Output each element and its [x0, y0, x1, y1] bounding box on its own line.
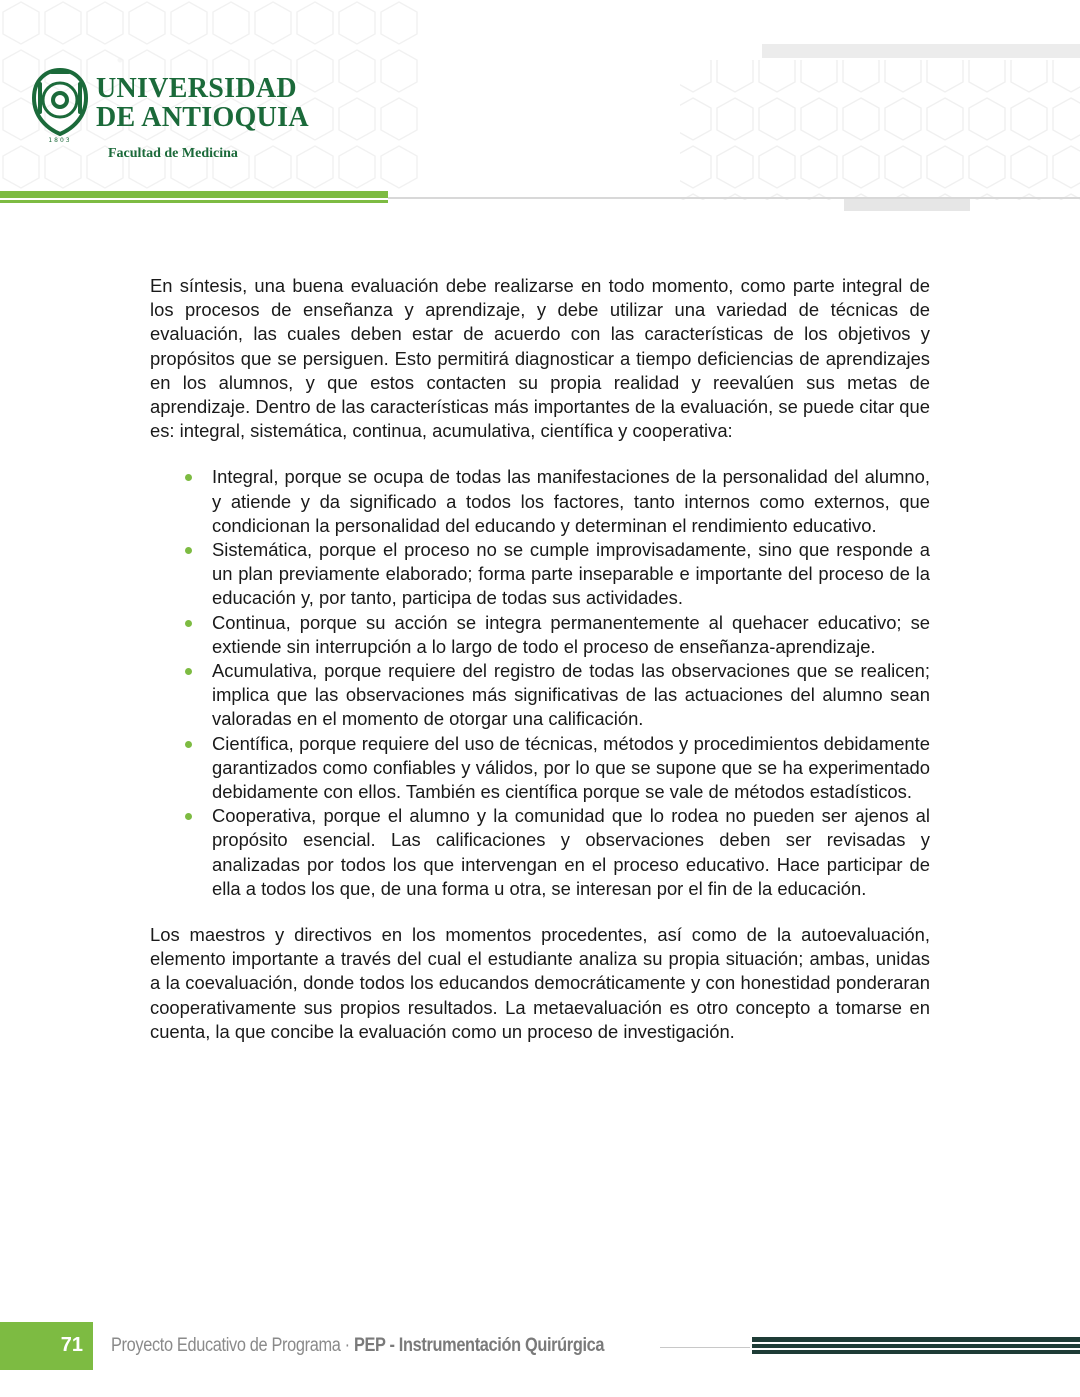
bullet-icon: [185, 547, 192, 554]
footer-title: [111, 1335, 604, 1357]
header-gray-rule: [388, 197, 1080, 199]
page-number: 71: [60, 1334, 83, 1356]
university-name: UNIVERSIDAD DE ANTIOQUIA: [96, 73, 309, 133]
characteristics-list: [150, 465, 930, 901]
page-number-badge: [0, 1322, 93, 1370]
university-seal-icon: [30, 68, 90, 144]
footer-stripe: [752, 1344, 1080, 1348]
university-logo: [30, 68, 360, 168]
list-item: Cooperativa, porque el alumno y la comunidad que lo rodea no pueden ser ajenos al propósito esencial. Las calificaciones y observaciones deben ser revisadas y analizadas por todos los que intervengan en el proceso educativo. Hace participar de ella a todos los que, de una forma u otra, se interesan por el fin de la educación.: [212, 804, 930, 901]
bullet-icon: [185, 474, 192, 481]
footer-title-prefix: Proyecto Educativo de Programa ·: [111, 1335, 354, 1356]
footer-stripe: [752, 1337, 1080, 1342]
list-item: Científica, porque requiere del uso de técnicas, métodos y procedimientos debidamente garantizados como confiables y válidos, por lo que se supone que se ha experimentado debidamente con ellos. También es científica porque se vale de métodos estadísticos.: [212, 732, 930, 805]
list-item: Acumulativa, porque requiere del registro de todas las observaciones que se realicen; implica que las observaciones más significativas de las actuaciones del alumno sean valoradas en el momento de otorgar una calificación.: [212, 659, 930, 732]
footer-gray-rule: [660, 1347, 750, 1348]
bullet-icon: [185, 668, 192, 675]
list-item: Integral, porque se ocupa de todas las manifestaciones de la personalidad del alumno, y atiende y da significado a todos los factores, tanto internos como externos, que condicionan la personalidad del educando y determinan el rendimiento educativo.: [212, 465, 930, 538]
intro-paragraph: En síntesis, una buena evaluación debe realizarse en todo momento, como parte integral de los procesos de enseñanza y aprendizaje, y debe utilizar una variedad de técnicas de evaluación, las cuales deben estar de acuerdo con las características de los objetivos y propósitos que se persiguen. Esto permitirá diagnosticar a tiempo deficiencias de aprendizajes en los alumnos, y que estos contacten su propia realidad y reevalúen sus metas de aprendizaje. Dentro de las características más importantes de la evaluación, se puede citar que es: integral, sistemática, continua, acumulativa, científica y cooperativa:: [150, 275, 930, 442]
faculty-name: Facultad de Medicina: [108, 146, 238, 161]
svg-text:1803: 1803: [48, 137, 72, 144]
bullet-icon: [185, 813, 192, 820]
footer-title-bold: PEP - Instrumentación Quirúrgica: [353, 1335, 605, 1356]
footer-stripe: [752, 1350, 1080, 1354]
bullet-icon: [185, 620, 192, 627]
header-green-rule-thin: [0, 200, 388, 203]
list-item: Continua, porque su acción se integra permanentemente al quehacer educativo; se extiende sin interrupción a lo largo de todo el proceso de enseñanza-aprendizaje.: [212, 611, 930, 659]
main-content: [150, 274, 930, 1044]
header-green-rule: [0, 191, 388, 198]
bullet-icon: [185, 741, 192, 748]
closing-paragraph: Los maestros y directivos en los momentos procedentes, así como de la autoevaluación, elemento importante a través del cual el estudiante analiza su propia situación; ambas, unidas a la coevaluación, donde todos los educandos democráticamente y con honestidad ponderaran cooperativamente sus propios resultados. La metaevaluación es otro concepto a tomarse en cuenta, la que concibe la evaluación como un proceso de investigación.: [150, 924, 930, 1042]
header-gray-tab: [844, 199, 970, 211]
header-gray-bar: [762, 44, 1080, 58]
list-item: Sistemática, porque el proceso no se cumple improvisadamente, sino que responde a un plan previamente elaborado; forma parte inseparable e importante del proceso de la educación y, por tanto, participa de todas sus actividades.: [212, 538, 930, 611]
